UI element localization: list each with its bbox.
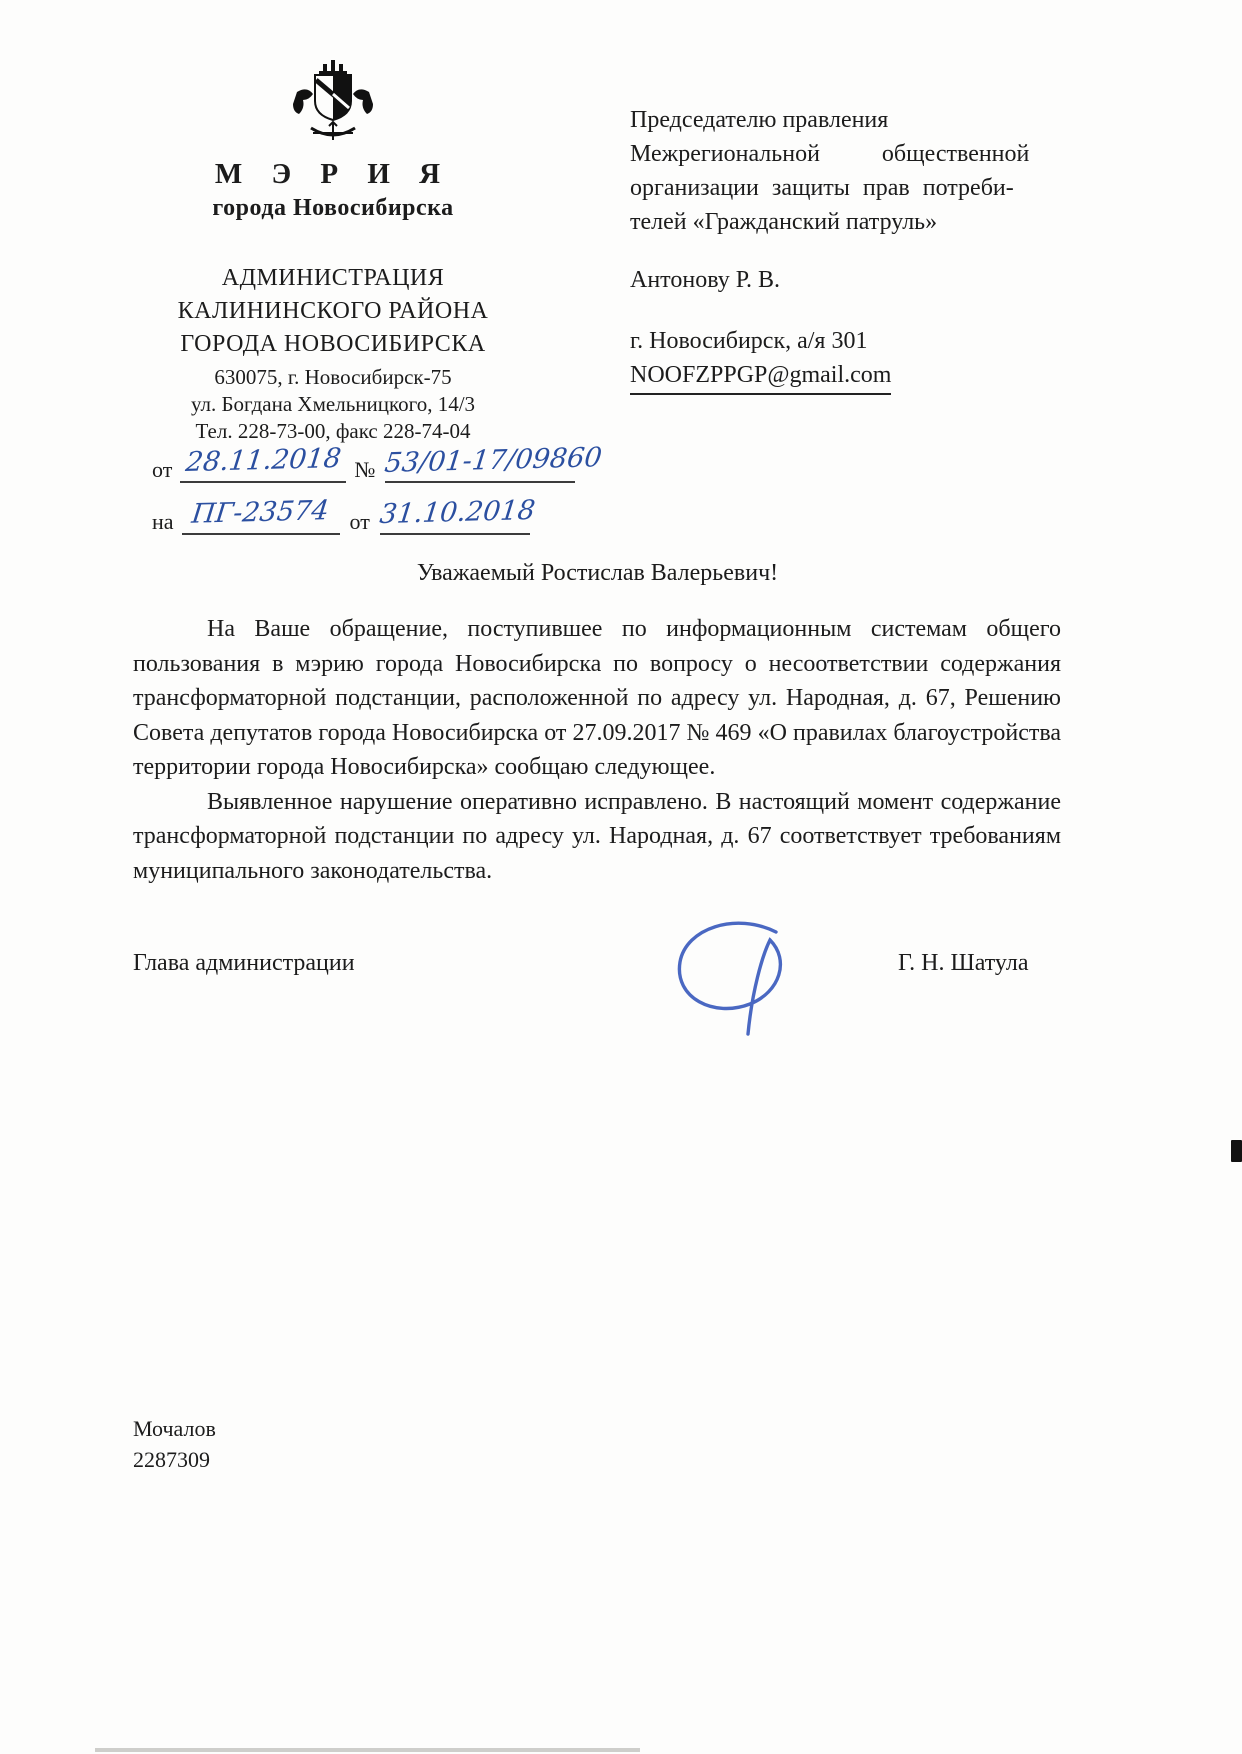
- letter-body: [133, 612, 1061, 888]
- org-title-sub: города Новосибирска: [212, 195, 454, 221]
- org-address-block: [118, 364, 548, 445]
- scan-artifact-right-edge: [1231, 1140, 1242, 1162]
- org-postal-line: 630075, г. Новосибирск-75: [214, 365, 452, 389]
- novosibirsk-coat-of-arms-icon: [283, 58, 383, 146]
- recipient-line: Председателю правления: [630, 107, 889, 133]
- executor-name: Мочалов: [133, 1416, 216, 1441]
- outgoing-reference-line: [152, 442, 604, 483]
- incoming-date-handwritten: 31.10.2018: [377, 494, 537, 531]
- recipient-line: организации защиты прав потреби-: [630, 175, 1014, 201]
- letterhead: [118, 58, 548, 445]
- outgoing-number-field: [383, 442, 604, 483]
- recipient-line: телей «Гражданский патруль»: [630, 209, 938, 235]
- org-line: АДМИНИСТРАЦИЯ: [221, 265, 445, 291]
- outgoing-date-field: [180, 442, 346, 483]
- executor-phone: 2287309: [133, 1447, 210, 1472]
- outgoing-date-handwritten: 28.11.2018: [184, 442, 343, 479]
- handwritten-signature: [658, 910, 848, 1040]
- outgoing-number-handwritten: 53/01-17/09860: [383, 442, 604, 479]
- org-phone-line: Тел. 228-73-00, факс 228-74-04: [195, 419, 471, 443]
- incoming-date-field: [377, 494, 537, 535]
- body-paragraph: Выявленное нарушение оперативно исправлено. В настоящий момент содержание трансформаторной подстанции по адресу ул. Народная, д. 67 соответствует требованиям муниципального законодательства.: [133, 788, 1061, 884]
- org-title-main: М Э Р И Я: [214, 158, 452, 190]
- incoming-reference-line: [152, 494, 537, 535]
- incoming-number-field: [182, 495, 340, 535]
- incoming-from-label: от: [349, 509, 370, 534]
- org-line: КАЛИНИНСКОГО РАЙОНА: [177, 298, 489, 324]
- org-street-line: ул. Богдана Хмельницкого, 14/3: [190, 392, 476, 416]
- from-label: от: [152, 457, 173, 482]
- recipient-name: Антонову Р. В.: [630, 267, 781, 293]
- org-name-block: [118, 262, 548, 361]
- signer-position: Глава администрации: [133, 950, 355, 976]
- signer-name: Г. Н. Шатула: [898, 950, 1029, 976]
- number-label: №: [354, 457, 376, 482]
- salutation: Уважаемый Ростислав Валерьевич!: [416, 560, 779, 586]
- org-line: ГОРОДА НОВОСИБИРСКА: [180, 331, 486, 357]
- recipient-address: г. Новосибирск, а/я 301: [630, 328, 868, 354]
- scan-artifact-bottom-edge: [95, 1748, 640, 1752]
- recipient-line: Межрегиональной общественной: [630, 141, 1030, 167]
- incoming-number-handwritten: ПГ-23574: [190, 495, 331, 530]
- on-label: на: [152, 509, 174, 534]
- recipient-block: [630, 103, 1082, 395]
- recipient-email: NOOFZPPGP@gmail.com: [630, 358, 891, 395]
- executor-block: [133, 1413, 216, 1475]
- body-paragraph: На Ваше обращение, поступившее по информационным системам общего пользования в мэрию города Новосибирска по вопросу о несоответствии содержания трансформаторной подстанции, расположенной по адресу ул. Народная, д. 67, Решению Совета депутатов города Новосибирска от 27.09.2017 № 469 «О правилах благоустройства территории города Новосибирска» сообщаю следующее.: [133, 616, 1061, 780]
